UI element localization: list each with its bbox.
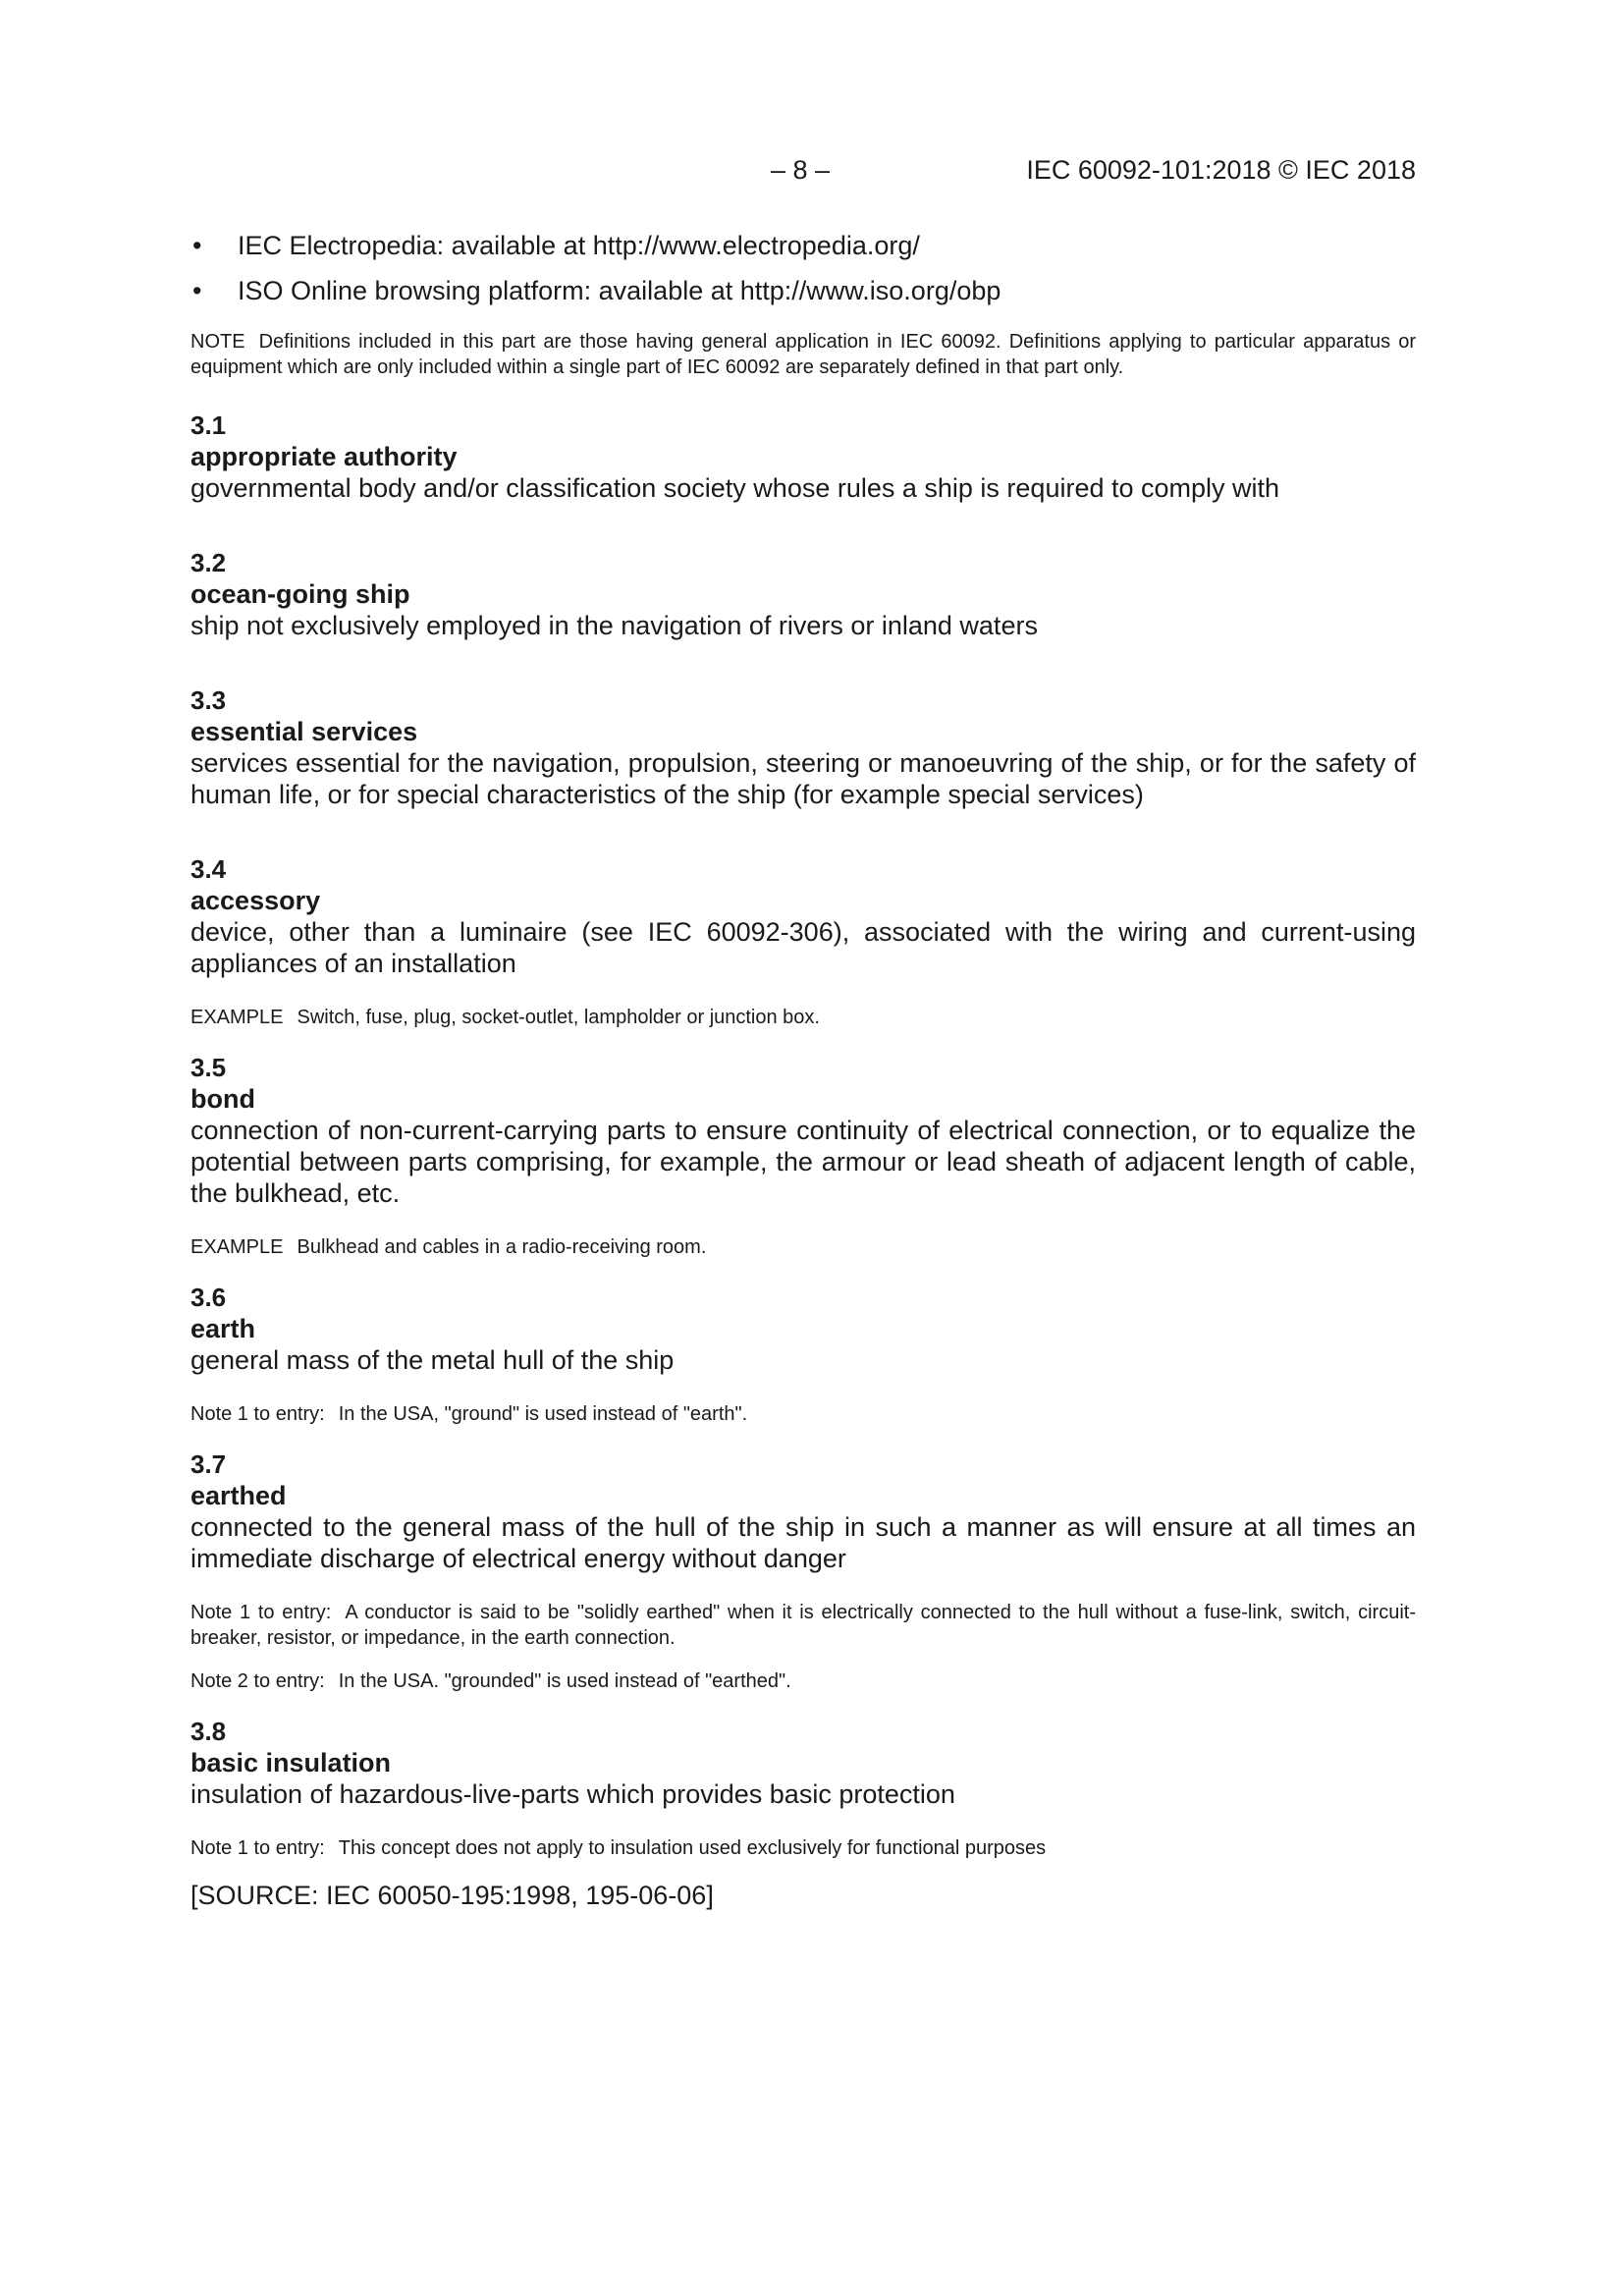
term-3-2 xyxy=(190,547,1416,641)
note-label: Note 2 to entry: xyxy=(190,1670,325,1692)
list-item xyxy=(190,229,1416,262)
term-3-7 xyxy=(190,1449,1416,1694)
bullet-icon: • xyxy=(192,231,202,260)
term-example xyxy=(190,1234,1416,1260)
page-number: – 8 – xyxy=(771,155,831,185)
list-item-text: IEC Electropedia: available at http://www.electropedia.org/ xyxy=(238,231,920,260)
term-name: earth xyxy=(190,1314,256,1343)
note-to-entry xyxy=(190,1401,1416,1427)
example-text: Switch, fuse, plug, socket-outlet, lampholder or junction box. xyxy=(297,1007,820,1028)
definitions-note xyxy=(190,329,1416,380)
term-3-8 xyxy=(190,1716,1416,1912)
note-text: In the USA. "grounded" is used instead of "earthed". xyxy=(338,1670,791,1692)
term-number: 3.2 xyxy=(190,548,227,577)
term-number: 3.1 xyxy=(190,410,227,440)
bullet-icon: • xyxy=(192,276,202,305)
term-name: bond xyxy=(190,1084,255,1114)
term-definition: services essential for the navigation, propulsion, steering or manoeuvring of the ship, or for the safety of human life, or for special characteristics of the ship (for example special services) xyxy=(190,748,1416,809)
term-3-6 xyxy=(190,1282,1416,1427)
term-name: earthed xyxy=(190,1481,287,1510)
term-definition: connection of non-current-carrying parts to ensure continuity of electrical connection, or to equalize the potential between parts comprising, for example, the armour or lead sheath of adjacent length of cable, the bulkhead, etc. xyxy=(190,1116,1416,1208)
example-label: EXAMPLE xyxy=(190,1007,284,1028)
term-number: 3.5 xyxy=(190,1053,227,1082)
term-number: 3.7 xyxy=(190,1449,227,1479)
term-number: 3.4 xyxy=(190,854,227,884)
term-definition: general mass of the metal hull of the ship xyxy=(190,1345,675,1375)
note-label: NOTE xyxy=(190,331,245,353)
term-definition: connected to the general mass of the hull of the ship in such a manner as will ensure at all times an immediate discharge of electrical energy without danger xyxy=(190,1512,1416,1573)
term-number: 3.6 xyxy=(190,1283,227,1312)
term-number: 3.8 xyxy=(190,1717,227,1746)
term-example xyxy=(190,1005,1416,1030)
term-number: 3.3 xyxy=(190,685,227,715)
term-definition: device, other than a luminaire (see IEC 60092-306), associated with the wiring and current-using appliances of an installation xyxy=(190,917,1416,978)
term-3-3 xyxy=(190,684,1416,810)
source-citation: [SOURCE: IEC 60050-195:1998, 195-06-06] xyxy=(190,1881,714,1910)
document-reference: IEC 60092-101:2018 © IEC 2018 xyxy=(1026,155,1416,185)
note-label: Note 1 to entry: xyxy=(190,1837,325,1859)
note-label: Note 1 to entry: xyxy=(190,1602,332,1623)
term-definition: insulation of hazardous-live-parts which provides basic protection xyxy=(190,1779,955,1809)
note-to-entry xyxy=(190,1600,1416,1651)
term-3-4 xyxy=(190,853,1416,1030)
note-text: This concept does not apply to insulation used exclusively for functional purposes xyxy=(338,1837,1047,1859)
note-to-entry xyxy=(190,1668,1416,1694)
list-item-text: ISO Online browsing platform: available at http://www.iso.org/obp xyxy=(238,276,1001,305)
term-definition: ship not exclusively employed in the navigation of rivers or inland waters xyxy=(190,611,1038,640)
list-item xyxy=(190,274,1416,307)
note-to-entry xyxy=(190,1835,1416,1861)
note-label: Note 1 to entry: xyxy=(190,1403,325,1425)
term-name: basic insulation xyxy=(190,1748,392,1777)
reference-links-list xyxy=(190,229,1416,307)
term-name: ocean-going ship xyxy=(190,579,410,609)
note-text: A conductor is said to be "solidly earthed" when it is electrically connected to the hull without a fuse-link, switch, circuit-breaker, resistor, or impedance, in the earth connection. xyxy=(190,1602,1416,1649)
example-text: Bulkhead and cables in a radio-receiving room. xyxy=(297,1236,707,1258)
term-name: essential services xyxy=(190,717,418,746)
note-text: Definitions included in this part are those having general application in IEC 60092. Definitions applying to particular apparatus or equipment which are only included within a single part of IEC 60092 are separately defined in that part only. xyxy=(190,331,1416,378)
note-text: In the USA, "ground" is used instead of "earth". xyxy=(338,1403,748,1425)
page-header xyxy=(0,155,1623,189)
term-name: accessory xyxy=(190,886,321,915)
term-name: appropriate authority xyxy=(190,442,458,471)
term-3-1 xyxy=(190,410,1416,504)
term-3-5 xyxy=(190,1052,1416,1260)
example-label: EXAMPLE xyxy=(190,1236,284,1258)
term-definition: governmental body and/or classification society whose rules a ship is required to comply with xyxy=(190,473,1280,503)
page-content xyxy=(190,229,1416,1912)
